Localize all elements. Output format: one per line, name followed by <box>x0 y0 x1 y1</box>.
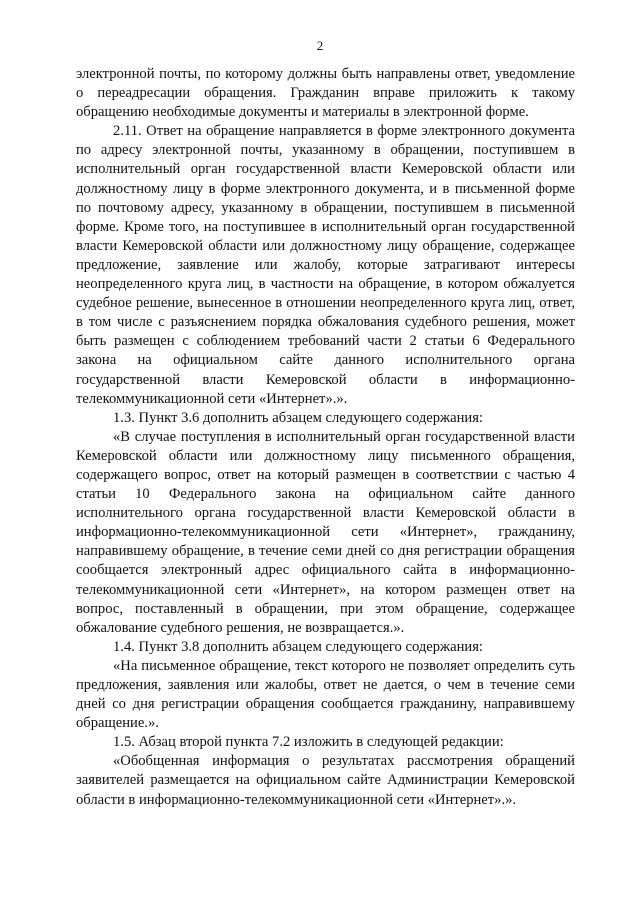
paragraph-item-1-3: 1.3. Пункт 3.6 дополнить абзацем следующего содержания: <box>113 409 483 426</box>
paragraph-item-1-5-text: «Обобщенная информация о результатах рассмотрения обращений заявителей размещается на официальном сайте Администрации Кемеровской области в информационно-телекоммуникационной сети «Интернет».». <box>76 753 575 808</box>
paragraph-item-1-5: 1.5. Абзац второй пункта 7.2 изложить в следующей редакции: <box>113 734 504 751</box>
paragraph-item-1-4: 1.4. Пункт 3.8 дополнить абзацем следующего содержания: <box>113 638 483 655</box>
paragraph-email-continuation: электронной почты, по которому должны быть направлены ответ, уведомление о переадресации обращения. Гражданин вправе приложить к такому обращению необходимые документы и материалы в электронной форме. <box>76 66 575 121</box>
page-number: 2 <box>316 38 324 53</box>
document-body <box>76 65 575 810</box>
paragraph-item-1-4-text: «На письменное обращение, текст которого не позволяет определить суть предложения, заявления или жалобы, ответ не дается, о чем в течение семи дней со дня регистрации обращения сообщается гражданину, направившему обращение.». <box>76 657 575 732</box>
paragraph-item-1-3-text: «В случае поступления в исполнительный орган государственной власти Кемеровской области или должностному лицу письменного обращения, содержащего вопрос, ответ на который размещен в соответствии с частью 4 статьи 10 Федерального закона на официальном сайте данного исполнительного органа государственной власти Кемеровской области в информационно-телекоммуникационной сети «Интернет», гражданину, направившему обращение, в течение семи дней со дня регистрации обращения сообщается электронный адрес официального сайта в информационно-телекоммуникационной сети «Интернет», на котором размещен ответ на вопрос, поставленный в обращении, при этом обращение, содержащее обжалование судебного решения, не возвращается.». <box>76 428 575 636</box>
paragraph-clause-2-11: 2.11. Ответ на обращение направляется в форме электронного документа по адресу электронной почты, указанному в обращении, поступившем в исполнительный орган государственной власти Кемеровской области или должностному лицу в форме электронного документа, и в письменной форме по почтовому адресу, указанному в обращении, поступившем в письменной форме. Кроме того, на поступившее в исполнительный орган государственной власти Кемеровской области или должностному лицу обращение, содержащее предложение, заявление или жалобу, которые затрагивают интересы неопределенного круга лиц, в частности на обращение, в котором обжалуется судебное решение, вынесенное в отношении неопределенного круга лиц, ответ, в том числе с разъяснением порядка обжалования судебного решения, может быть размещен с соблюдением требований части 2 статьи 6 Федерального закона на официальном сайте данного исполнительного органа государственной власти Кемеровской области в информационно-телекоммуникационной сети «Интернет».». <box>76 123 575 407</box>
